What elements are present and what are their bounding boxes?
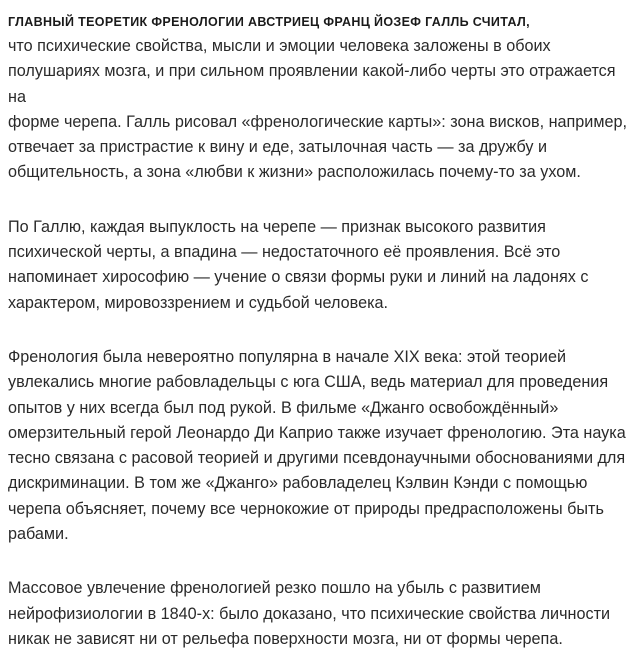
paragraph-1: что психические свойства, мысли и эмоции человека заложены в обоих полушариях мозга, и при сильном проявлении какой-либо черты это отражается на форме черепа. Галль рисовал «френологические карты»: зона висков, например, отвечает за пристрастие к вину и еде, затылочная часть — за дружбу и общительность, а зона «любви к жизни» расположилась почему-то за ухом. — [8, 37, 627, 182]
paragraph-spacer — [8, 316, 632, 345]
paragraph-spacer — [8, 547, 632, 576]
paragraph-2: По Галлю, каждая выпуклость на черепе — признак высокого развития психической черты, а впадина — недостаточного её проявления. Всё это напоминает хирософию — учение о связи формы руки и линий на ладонях с характером, мировоззрением и судьбой человека. — [8, 217, 589, 312]
paragraph-spacer — [8, 186, 632, 215]
paragraph-3: Френология была невероятно популярна в начале XIX века: этой теорией увлекались многие рабовладельцы с юга США, ведь материал для проведения опытов у них всегда был под рукой. В фильме «Джанго освобождённый» омерзительный герой Леонардо Ди Каприо также изучает френологию. Эта наука тесно связана с расовой теорией и другими псевдонаучными обоснованиями для дискриминации. В том же «Джанго» рабовладелец Кэлвин Кэнди с помощью черепа объясняет, почему все чернокожие от природы предрасположены быть рабами. — [8, 347, 626, 544]
lead-caps-heading: ГЛАВНЫЙ ТЕОРЕТИК ФРЕНОЛОГИИ АВСТРИЕЦ ФРАНЦ ЙОЗЕФ ГАЛЛЬ СЧИТАЛ, — [8, 15, 530, 29]
paragraph-4: Массовое увлечение френологией резко пошло на убыль с развитием нейрофизиологии в 1840-х: было доказано, что психические свойства личности никак не зависят ни от рельефа поверхности мозга, ни от формы черепа. — [8, 579, 611, 648]
